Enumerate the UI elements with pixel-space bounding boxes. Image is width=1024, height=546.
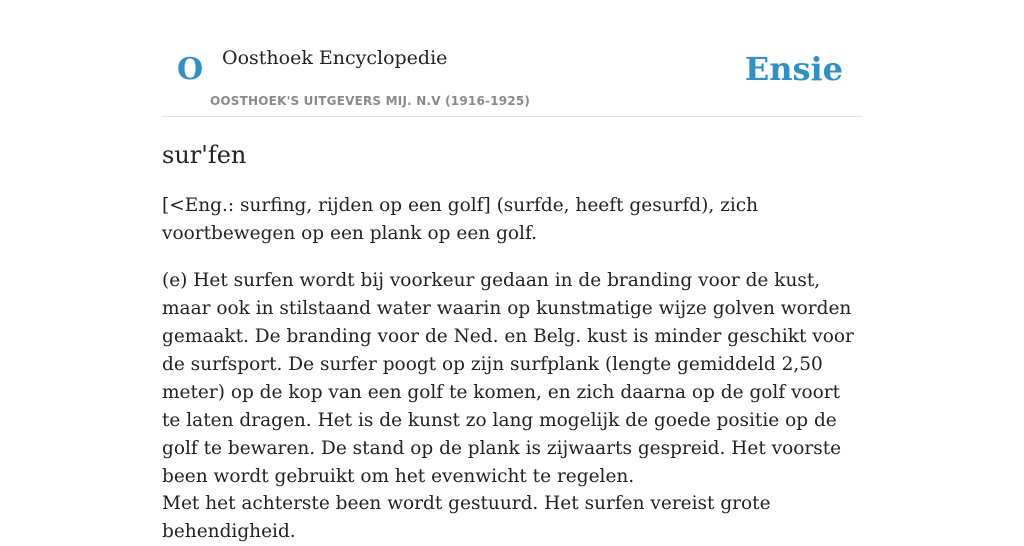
entry-paragraph: Met het achterste been wordt gestuurd. Het surfen vereist grote behendigheid. (162, 493, 771, 542)
entry-headword: sur'fen (162, 141, 247, 169)
entry-paragraph: (e) Het surfen wordt bij voorkeur gedaan in de branding voor de kust, maar ook in stilstaand water waarin op kunstmatige wijze golven worden gemaakt. De branding voor de Ned. en Belg. kust is minder geschikt voor de surfsport. De surfer poogt op zijn surfplank (lengte gemiddeld 2,50 meter) op de kop van een golf te komen, en zich daarna op de golf voort te laten dragen. Het is de kunst zo lang mogelijk de goede positie op de golf te bewaren. De stand op de plank is zijwaarts gespreid. Het voorste been wordt gebruikt om het evenwicht te regelen. (162, 270, 854, 487)
logo-icon[interactable]: O (177, 52, 204, 87)
site-title[interactable]: Oosthoek Encyclopedie (222, 47, 448, 69)
entry-definition: [<Eng.: surfing, rijden op een golf] (surfde, heeft gesurfd), zich voortbewegen op een plank op een golf. (162, 195, 759, 244)
site-header (162, 0, 862, 117)
publisher-subtitle: OOSTHOEK'S UITGEVERS MIJ. N.V (1916-1925) (210, 94, 531, 108)
ensie-brand-link[interactable]: Ensie (744, 50, 843, 88)
